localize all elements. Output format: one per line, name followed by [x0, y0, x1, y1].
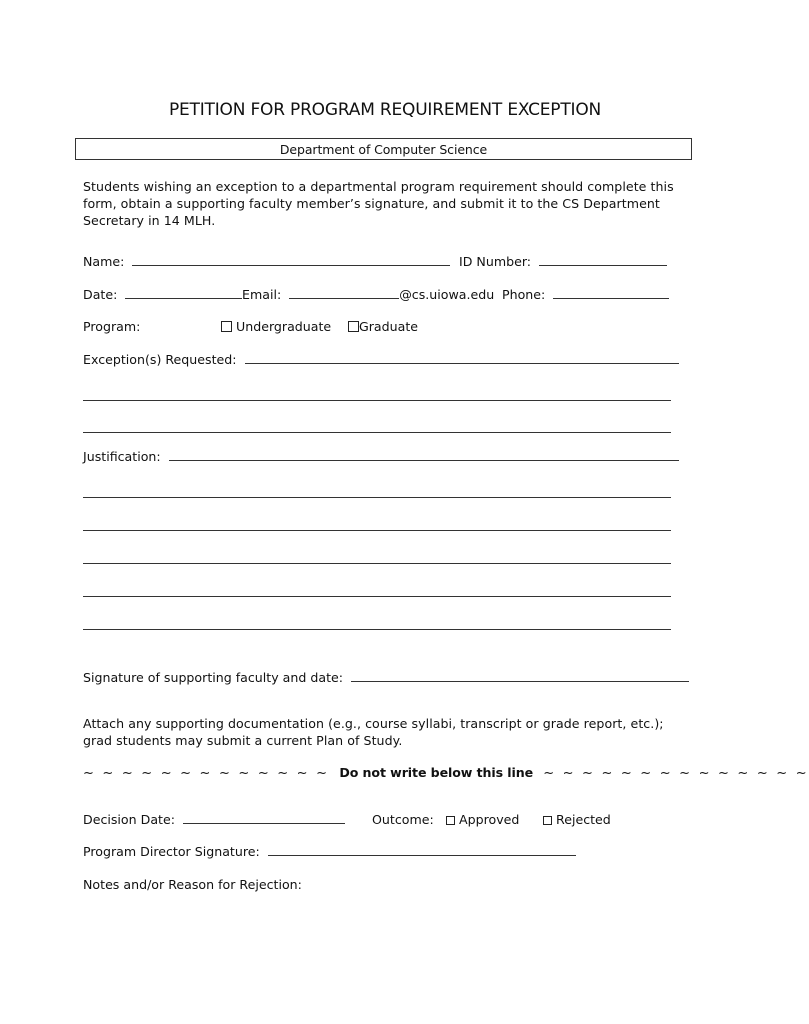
office-use-divider [83, 765, 809, 781]
justification-line-2[interactable] [83, 497, 671, 498]
justification-label: Justification: [83, 449, 161, 464]
undergraduate-option[interactable] [221, 319, 331, 335]
approved-checkbox[interactable] [446, 816, 455, 825]
phone-row [502, 287, 669, 303]
id-number-label: ID Number: [459, 254, 532, 269]
justification-row [83, 449, 679, 465]
program-row [83, 319, 140, 335]
phone-field[interactable] [553, 287, 669, 299]
justification-line-6[interactable] [83, 629, 671, 630]
approved-option[interactable] [446, 812, 519, 828]
exceptions-label: Exception(s) Requested: [83, 352, 237, 367]
exceptions-row [83, 352, 679, 368]
date-field[interactable] [125, 287, 242, 299]
date-label: Date: [83, 287, 118, 302]
department-banner [75, 138, 692, 160]
date-row [83, 287, 242, 303]
decision-date-row [83, 812, 345, 828]
undergraduate-label: Undergraduate [236, 319, 332, 334]
name-row [83, 254, 450, 270]
director-signature-label: Program Director Signature: [83, 844, 260, 859]
faculty-signature-field[interactable] [351, 670, 689, 682]
justification-line-5[interactable] [83, 596, 671, 597]
approved-label: Approved [459, 812, 520, 827]
divider-tildes-left: ~ ~ ~ ~ ~ ~ ~ ~ ~ ~ ~ ~ ~ [83, 766, 330, 781]
exceptions-line-2[interactable] [83, 400, 671, 401]
exceptions-field[interactable] [245, 352, 679, 364]
name-label: Name: [83, 254, 125, 269]
director-signature-row [83, 844, 576, 860]
justification-field[interactable] [169, 449, 679, 461]
name-field[interactable] [132, 254, 450, 266]
rejected-checkbox[interactable] [543, 816, 552, 825]
divider-tildes-right: ~ ~ ~ ~ ~ ~ ~ ~ ~ ~ ~ ~ ~ ~ [543, 766, 809, 781]
graduate-checkbox[interactable] [348, 321, 359, 332]
email-field[interactable] [289, 287, 399, 299]
director-signature-field[interactable] [268, 844, 576, 856]
undergraduate-checkbox[interactable] [221, 321, 232, 332]
program-label: Program: [83, 319, 141, 334]
exceptions-line-3[interactable] [83, 432, 671, 433]
email-row [242, 287, 494, 303]
justification-line-3[interactable] [83, 530, 671, 531]
phone-label: Phone: [502, 287, 546, 302]
faculty-signature-label: Signature of supporting faculty and date: [83, 670, 344, 685]
email-domain: @cs.uiowa.edu [399, 287, 495, 302]
department-name: Department of Computer Science [279, 142, 488, 157]
email-label: Email: [242, 287, 282, 302]
attach-note: Attach any supporting documentation (e.g., course syllabi, transcript or grade report, etc.); grad students may submit a current Plan of Study. [83, 716, 664, 748]
id-number-field[interactable] [539, 254, 667, 266]
rejection-notes-row [83, 877, 302, 893]
id-number-row [459, 254, 667, 270]
intro-paragraph: Students wishing an exception to a departmental program requirement should complete this form, obtain a supporting faculty member’s signature, and submit it to the CS Department Secretary in 14 MLH. [83, 179, 674, 228]
justification-line-4[interactable] [83, 563, 671, 564]
rejected-label: Rejected [556, 812, 611, 827]
graduate-label: Graduate [359, 319, 419, 334]
rejected-option[interactable] [543, 812, 611, 828]
rejection-notes-label: Notes and/or Reason for Rejection: [83, 877, 302, 892]
decision-date-label: Decision Date: [83, 812, 175, 827]
faculty-signature-row [83, 670, 689, 686]
divider-label: Do not write below this line [339, 765, 534, 780]
graduate-option[interactable] [348, 319, 418, 335]
decision-date-field[interactable] [183, 812, 345, 824]
form-title: PETITION FOR PROGRAM REQUIREMENT EXCEPTION [168, 100, 602, 120]
outcome-label: Outcome: [372, 812, 434, 827]
